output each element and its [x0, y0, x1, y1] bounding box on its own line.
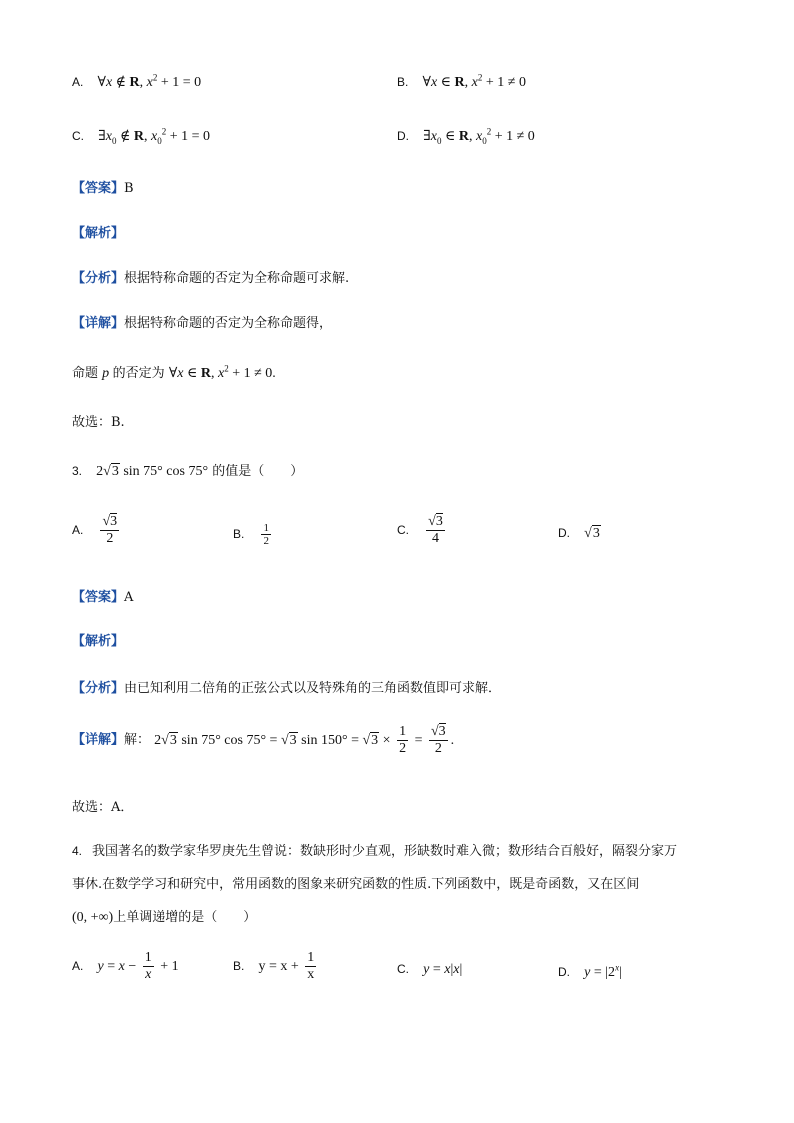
- conclusion-text: 故选：B.: [72, 415, 125, 430]
- option-label: D.: [558, 964, 570, 979]
- question-number: 3.: [72, 464, 83, 478]
- interval: (0, +∞): [72, 910, 114, 925]
- q3-expression: 2√3 sin 75° cos 75°: [96, 464, 209, 479]
- negation-formula: ∀x ∈ R, $x^2 + 1 \ne 0$.: [168, 363, 276, 381]
- q3-option-a: [72, 514, 122, 547]
- q4-stem-line3: [72, 906, 256, 926]
- prop-p: p: [102, 366, 113, 381]
- option-formula: $y = |2^x|$: [584, 962, 622, 980]
- q3-option-b: [233, 522, 274, 547]
- xiangjie-prefix: 解：: [124, 732, 151, 748]
- q2-option-d: [397, 126, 535, 145]
- q2-option-a: [72, 72, 201, 91]
- xiangjie-formula: 2√3 sin 75° cos 75° = √3 sin 150° = √3 × $\frac{1}{2}$ = $\frac{√3}{2}$ .: [154, 724, 455, 756]
- answer-tag: 【答案】: [72, 590, 125, 605]
- analysis-tag: 【解析】: [72, 634, 125, 649]
- q2-fenxi: [72, 267, 349, 286]
- option-label: D.: [397, 128, 409, 143]
- fenxi-tag: 【分析】: [72, 271, 125, 286]
- option-formula: $\exists x_0$ ∉ R, $x_0^2 + 1 = 0$: [98, 126, 210, 146]
- q2-answer: [72, 177, 134, 196]
- answer-value: B: [124, 181, 134, 196]
- q3-stem: [72, 460, 303, 480]
- q3-fenxi: [72, 677, 501, 696]
- option-formula: y = x + $\frac{1}{x}$: [258, 950, 315, 982]
- option-label: C.: [397, 962, 409, 976]
- q3-conclusion: [72, 796, 133, 815]
- option-label: C.: [72, 128, 84, 143]
- q4-line2: 事休.在数学学习和研究中，常用函数的图象来研究函数的性质.下列函数中，既是奇函数，又在区间: [72, 877, 640, 892]
- conclusion-text: 故选：A．: [72, 800, 134, 815]
- option-label: A.: [72, 74, 84, 89]
- option-formula: y = x − $\frac{1}{x}$ + 1: [97, 950, 179, 982]
- option-label: B.: [397, 74, 409, 89]
- q3-analysis-tag: [72, 630, 124, 649]
- answer-value: A: [124, 590, 134, 605]
- fenxi-text: 根据特称命题的否定为全称命题可求解.: [124, 271, 350, 286]
- q3-option-d: [558, 526, 601, 542]
- q4-option-b: [233, 950, 319, 983]
- q3-stem-tail: 的值是（ ）: [212, 464, 304, 479]
- xiangjie-tag: 【详解】: [72, 732, 125, 748]
- option-fraction: $\frac{1}{2}$: [263, 522, 269, 547]
- negation-mid: 的否定为: [112, 366, 165, 381]
- fenxi-text: 由已知利用二倍角的正弦公式以及特殊角的三角函数值即可求解．: [124, 681, 502, 696]
- q2-negation-line: [72, 362, 276, 382]
- q4-stem-line1: [72, 840, 677, 859]
- q2-analysis-tag: [72, 222, 124, 241]
- q2-conclusion: [72, 411, 125, 430]
- option-label: C.: [397, 523, 409, 537]
- q4-option-c: [397, 962, 462, 978]
- question-number: 4.: [72, 844, 83, 858]
- q2-option-b: [397, 72, 526, 91]
- option-formula: y = x|x|: [423, 962, 463, 977]
- q3-answer: [72, 586, 133, 605]
- fenxi-tag: 【分析】: [72, 681, 125, 696]
- answer-tag: 【答案】: [72, 181, 125, 196]
- q4-option-d: [558, 962, 622, 981]
- option-formula: ∀x ∈ R, $x^2 + 1 \ne 0$: [422, 72, 526, 90]
- option-label: B.: [233, 958, 245, 973]
- q4-line3-tail: 上单调递增的是（ ）: [113, 910, 257, 925]
- xiangjie-tag: 【详解】: [72, 316, 125, 331]
- option-formula: √3: [584, 526, 600, 541]
- negation-prefix: 命题: [72, 366, 99, 381]
- option-label: B.: [233, 527, 245, 541]
- q2-xiangjie: [72, 312, 332, 331]
- option-label: D.: [558, 526, 570, 540]
- q4-stem-line2: [72, 873, 639, 892]
- option-fraction: $\frac{√3}{4}$: [428, 514, 443, 546]
- analysis-tag: 【解析】: [72, 226, 125, 241]
- option-formula: ∀x ∉ R, $x^2 + 1 = 0$: [97, 72, 202, 90]
- option-fraction: $\frac{√3}{2}$: [102, 514, 118, 546]
- option-formula: $\exists x_0$ ∈ R, $x_0^2 + 1 \ne 0$: [423, 126, 535, 146]
- q3-xiangjie: [72, 724, 454, 757]
- option-label: A.: [72, 523, 84, 537]
- q4-option-a: [72, 950, 179, 983]
- option-label: A.: [72, 958, 84, 973]
- q4-line1: 我国著名的数学家华罗庚先生曾说：数缺形时少直观，形缺数时难入微；数形结合百般好，隔裂分家万: [92, 844, 678, 859]
- q2-option-c: [72, 126, 210, 145]
- q3-option-c: [397, 514, 448, 547]
- xiangjie-text: 根据特称命题的否定为全称命题得，: [124, 316, 333, 331]
